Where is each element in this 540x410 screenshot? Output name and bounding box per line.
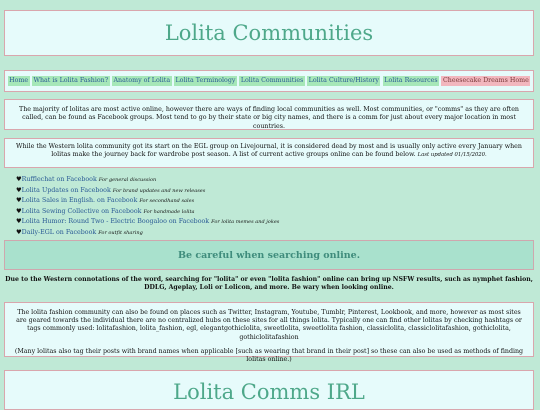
heart-icon: ♥ [16, 207, 22, 215]
heart-icon: ♥ [16, 197, 22, 205]
list-item [16, 186, 279, 197]
nav-link-cheesecake-home[interactable]: Cheesecake Dreams Home [442, 77, 529, 84]
group-description: For handmade lolita [143, 208, 195, 215]
nav-links [6, 76, 531, 86]
nav-link-what-is-lolita[interactable]: What is Lolita Fashion? [33, 77, 109, 84]
group-description: For general discussion [98, 177, 157, 183]
history-text: While the Western lolita community got its start on the EGL group on Livejournal, it is considered dead by most and is usually only active every January when lolitas make the journey back for wardrobe post season. A list of current active groups online can be found below. [16, 143, 522, 159]
warning-heading-box [4, 240, 534, 270]
nav-link-terminology[interactable]: Lolita Terminology [175, 77, 236, 84]
list-item [16, 196, 279, 207]
heart-icon: ♥ [16, 176, 22, 183]
group-link-lolita-humor[interactable]: Lolita Humor: Round Two - Electric Boogaloo on Facebook [21, 218, 210, 226]
nav-bar [4, 70, 534, 92]
intro-section [4, 99, 534, 130]
nav-link-home[interactable]: Home [9, 77, 29, 84]
heart-icon: ♥ [16, 228, 22, 236]
list-item [16, 175, 279, 186]
nav-link-anatomy[interactable]: Anatomy of Lolita [113, 77, 171, 84]
group-list [16, 175, 279, 239]
group-link-lolita-sales[interactable]: Lolita Sales in English. on Facebook [21, 197, 138, 205]
group-description: For brand updates and new releases [112, 187, 206, 194]
irl-title: Lolita Comms IRL [173, 380, 365, 404]
brand-tags-note: (Many lolitas also tag their posts with brand names when applicable [such as wearing that brand in their post] so these can also be used as methods of finding lolitas online.) [14, 347, 524, 364]
nav-link-communities[interactable]: Lolita Communities [240, 77, 304, 84]
heart-icon: ♥ [16, 186, 22, 194]
list-item [16, 228, 279, 239]
nav-link-culture-history[interactable]: Lolita Culture/History [308, 77, 379, 84]
group-description: For secondhand sales [139, 198, 195, 205]
group-link-rufflechat[interactable]: Rufflechat on Facebook [21, 176, 97, 183]
list-item [16, 207, 279, 218]
history-section [4, 138, 534, 168]
page-title-box [4, 10, 534, 56]
group-link-lolita-updates[interactable]: Lolita Updates on Facebook [21, 186, 111, 194]
page-title: Lolita Communities [164, 21, 374, 45]
heart-icon: ♥ [16, 218, 22, 226]
nav-link-resources[interactable]: Lolita Resources [384, 77, 438, 84]
group-link-sewing-collective[interactable]: Lolita Sewing Collective on Facebook [21, 207, 142, 215]
intro-text: The majority of lolitas are most active online, however there are ways of finding local communities as well. Most communities, or "comms" as they are often called, can be found as Facebook groups. Most tend to go by their state or big city names, and there is a comm for just about every major location in most countries. [19, 106, 519, 130]
list-item [16, 217, 279, 228]
group-description: For lolita memes and jokes [211, 219, 280, 226]
other-platforms-section [4, 302, 534, 364]
group-link-daily-egl[interactable]: Daily-EGL on Facebook [21, 228, 97, 236]
last-updated: Last updated 01/15/2020. [417, 152, 487, 159]
other-platforms-text: The lolita fashion community can also be found on places such as Twitter, Instagram, Youtube, Tumblr, Pinterest, Lookbook, and more, however as most sites are geared towards the individual there are no centralized hubs on these sites for all things lolita. Typically one can find other lolitas by checking hashtags or tags commonly used: lolitafashion, lolita_fashion, egl, elegantgothiclolita, sweetlolita, sweetlolita fashion, classiclolita, classiclolitafashion, gothiclolita, gothiclolitafashion [16, 309, 522, 341]
warning-heading: Be careful when searching online. [177, 249, 361, 261]
irl-title-box [4, 370, 534, 410]
warning-text: Due to the Western connotations of the word, searching for "lolita" or even "lolita fashion" online can bring up NSFW results, such as nymphet fashion, DDLG, Ageplay, Loli or Lolicon, and more. Be wary when looking online. [5, 276, 533, 292]
group-description: For outfit sharing [98, 229, 143, 236]
